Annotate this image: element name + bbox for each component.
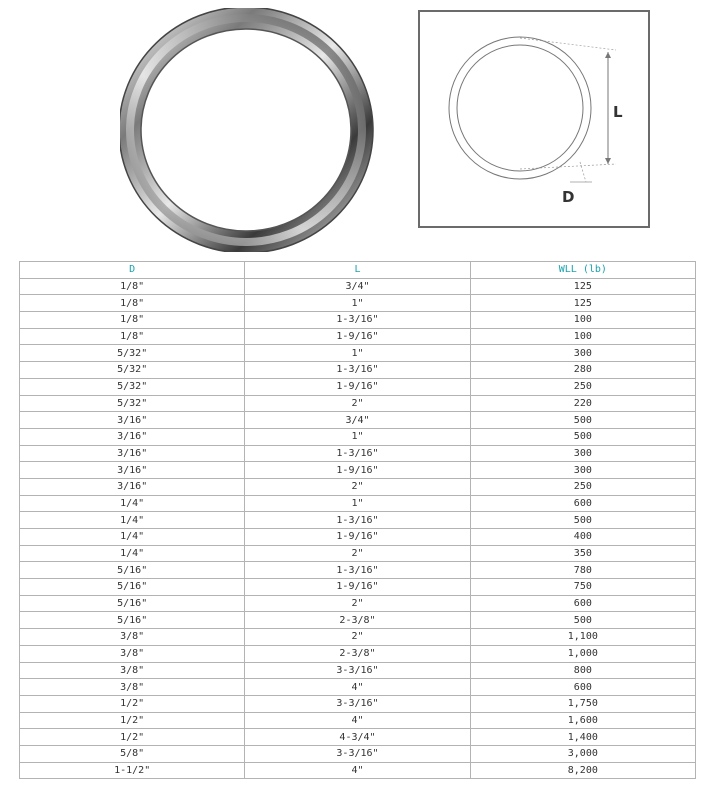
table-row [20, 745, 696, 762]
cell-d: 1-1/2" [20, 762, 245, 779]
cell-d: 5/32" [20, 395, 245, 412]
cell-d: 5/8" [20, 745, 245, 762]
table-row [20, 478, 696, 495]
table-row [20, 729, 696, 746]
diagram-drawing [420, 12, 648, 226]
cell-l: 3-3/16" [245, 745, 470, 762]
table-row [20, 495, 696, 512]
cell-l: 1-9/16" [245, 529, 470, 546]
cell-wll: 1,100 [470, 629, 695, 646]
table-row [20, 512, 696, 529]
cell-l: 3-3/16" [245, 662, 470, 679]
cell-wll: 1,400 [470, 729, 695, 746]
cell-wll: 750 [470, 579, 695, 596]
cell-l: 1-9/16" [245, 378, 470, 395]
cell-wll: 400 [470, 529, 695, 546]
cell-wll: 1,600 [470, 712, 695, 729]
cell-d: 3/8" [20, 645, 245, 662]
cell-d: 1/8" [20, 295, 245, 312]
cell-wll: 100 [470, 312, 695, 329]
cell-wll: 1,750 [470, 695, 695, 712]
table-row [20, 595, 696, 612]
cell-l: 1" [245, 295, 470, 312]
table-row [20, 328, 696, 345]
header-d: D [20, 262, 245, 279]
cell-wll: 1,000 [470, 645, 695, 662]
cell-l: 1-3/16" [245, 562, 470, 579]
cell-d: 3/16" [20, 478, 245, 495]
cell-d: 5/32" [20, 378, 245, 395]
cell-wll: 125 [470, 278, 695, 295]
cell-wll: 300 [470, 445, 695, 462]
table-row [20, 712, 696, 729]
table-row [20, 662, 696, 679]
diagram-label-d: D [562, 188, 575, 206]
table-row [20, 762, 696, 779]
cell-d: 1/4" [20, 495, 245, 512]
cell-wll: 300 [470, 345, 695, 362]
cell-d: 5/32" [20, 362, 245, 379]
cell-l: 1-9/16" [245, 328, 470, 345]
cell-d: 5/16" [20, 579, 245, 596]
ring-icon [120, 8, 374, 252]
cell-l: 3/4" [245, 412, 470, 429]
cell-wll: 125 [470, 295, 695, 312]
cell-l: 1-3/16" [245, 445, 470, 462]
table-row [20, 278, 696, 295]
cell-wll: 300 [470, 462, 695, 479]
cell-d: 3/8" [20, 662, 245, 679]
cell-d: 1/4" [20, 529, 245, 546]
cell-wll: 220 [470, 395, 695, 412]
ring-dimension-diagram [418, 10, 650, 228]
table-row [20, 345, 696, 362]
cell-wll: 780 [470, 562, 695, 579]
cell-wll: 600 [470, 495, 695, 512]
table-row [20, 412, 696, 429]
diagram-label-l: L [613, 103, 623, 121]
cell-l: 2" [245, 545, 470, 562]
ring-photo [120, 8, 374, 252]
table-row [20, 612, 696, 629]
cell-wll: 100 [470, 328, 695, 345]
cell-l: 3-3/16" [245, 695, 470, 712]
table-row [20, 629, 696, 646]
cell-wll: 350 [470, 545, 695, 562]
table-row [20, 362, 696, 379]
cell-wll: 280 [470, 362, 695, 379]
cell-l: 2-3/8" [245, 645, 470, 662]
cell-wll: 500 [470, 428, 695, 445]
table-row [20, 562, 696, 579]
cell-d: 3/16" [20, 412, 245, 429]
table-body [20, 278, 696, 779]
cell-d: 5/16" [20, 562, 245, 579]
cell-d: 3/8" [20, 629, 245, 646]
cell-d: 1/2" [20, 695, 245, 712]
cell-l: 1-9/16" [245, 579, 470, 596]
cell-l: 4" [245, 679, 470, 696]
cell-l: 2" [245, 629, 470, 646]
cell-wll: 500 [470, 412, 695, 429]
cell-d: 3/16" [20, 445, 245, 462]
cell-l: 1-9/16" [245, 462, 470, 479]
cell-wll: 3,000 [470, 745, 695, 762]
cell-wll: 8,200 [470, 762, 695, 779]
table-row [20, 645, 696, 662]
cell-d: 1/4" [20, 512, 245, 529]
cell-l: 2-3/8" [245, 612, 470, 629]
cell-l: 1" [245, 345, 470, 362]
spec-table [19, 261, 696, 779]
cell-d: 5/16" [20, 612, 245, 629]
table-header-row [20, 262, 696, 279]
header-wll: WLL (lb) [470, 262, 695, 279]
cell-l: 2" [245, 478, 470, 495]
cell-d: 1/8" [20, 278, 245, 295]
table-row [20, 695, 696, 712]
cell-l: 3/4" [245, 278, 470, 295]
cell-l: 2" [245, 595, 470, 612]
cell-wll: 500 [470, 512, 695, 529]
table-row [20, 579, 696, 596]
table-row [20, 312, 696, 329]
table-row [20, 529, 696, 546]
table-row [20, 395, 696, 412]
table-row [20, 679, 696, 696]
cell-wll: 250 [470, 478, 695, 495]
cell-d: 3/8" [20, 679, 245, 696]
cell-wll: 600 [470, 595, 695, 612]
cell-l: 1-3/16" [245, 312, 470, 329]
cell-d: 3/16" [20, 428, 245, 445]
cell-l: 1" [245, 495, 470, 512]
cell-wll: 500 [470, 612, 695, 629]
cell-d: 1/2" [20, 729, 245, 746]
cell-l: 4-3/4" [245, 729, 470, 746]
cell-d: 1/8" [20, 328, 245, 345]
header-l: L [245, 262, 470, 279]
cell-d: 1/2" [20, 712, 245, 729]
table-row [20, 545, 696, 562]
table-row [20, 445, 696, 462]
cell-d: 1/4" [20, 545, 245, 562]
cell-d: 3/16" [20, 462, 245, 479]
cell-l: 1-3/16" [245, 512, 470, 529]
table-row [20, 462, 696, 479]
cell-d: 1/8" [20, 312, 245, 329]
cell-l: 4" [245, 712, 470, 729]
cell-l: 2" [245, 395, 470, 412]
cell-wll: 250 [470, 378, 695, 395]
cell-d: 5/32" [20, 345, 245, 362]
cell-wll: 600 [470, 679, 695, 696]
cell-d: 5/16" [20, 595, 245, 612]
table-row [20, 295, 696, 312]
table-row [20, 378, 696, 395]
cell-l: 1-3/16" [245, 362, 470, 379]
table-row [20, 428, 696, 445]
cell-l: 4" [245, 762, 470, 779]
cell-l: 1" [245, 428, 470, 445]
cell-wll: 800 [470, 662, 695, 679]
